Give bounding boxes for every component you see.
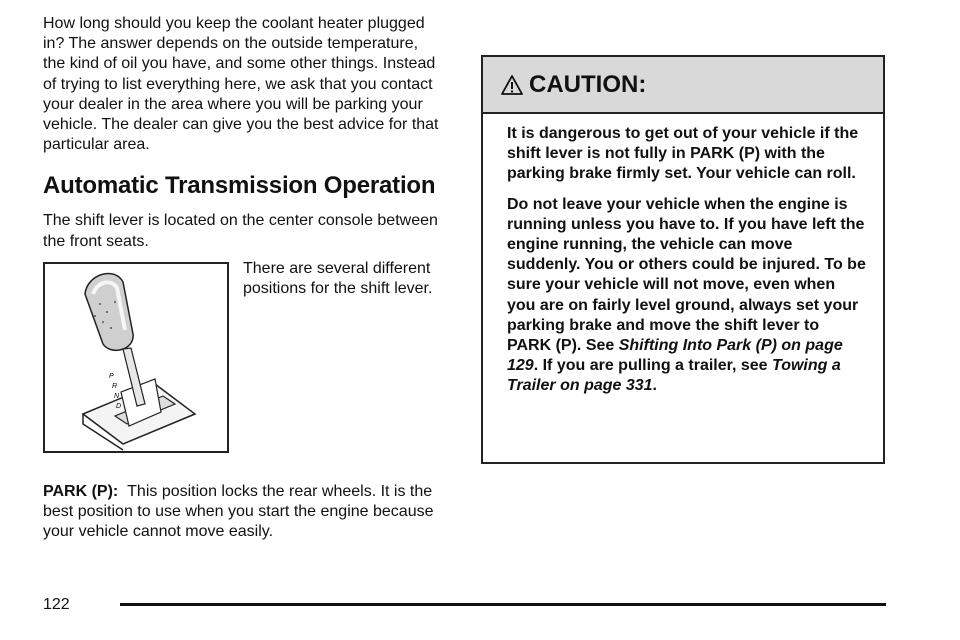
caution-title: CAUTION:	[529, 70, 647, 98]
caution-text-b: . If you are pulling a trailer, see	[533, 357, 773, 375]
caution-text-a: Do not leave your vehicle when the engine is running unless you have to. If you have left the engine running, the vehicle can move suddenly. You or others could be injured. To be sure your vehicle will not move, even when you are on fairly level ground, always set your parking brake and move the shift lever to PARK (P). See	[507, 195, 866, 355]
shift-lever-icon	[45, 264, 227, 451]
caution-box	[481, 55, 885, 464]
shift-lever-illustration	[43, 262, 229, 453]
park-label: PARK (P):	[43, 482, 119, 500]
caution-text-c: .	[652, 377, 657, 395]
section-heading: Automatic Transmission Operation	[43, 172, 436, 200]
shift-positions-text: There are several different positions for the shift lever.	[243, 259, 433, 298]
coolant-paragraph: How long should you keep the coolant heater plugged in? The answer depends on the outside temperature, the kind of oil you have, and some other things. Instead of trying to list everything here, we ask that you contact your dealer in the area where you will be parking your vehicle. The dealer can give you the best advice for that particular area.	[43, 15, 439, 154]
left-column	[43, 14, 443, 542]
gear-letter-r: R	[112, 382, 118, 390]
caution-body	[483, 114, 883, 397]
caution-paragraph-2	[507, 195, 867, 397]
figure-row	[43, 259, 443, 462]
caution-paragraph-1: It is dangerous to get out of your vehicle if the shift lever is not fully in PARK (P) with the parking brake firmly set. Your vehicle can roll.	[507, 125, 859, 183]
footer-rule	[120, 603, 886, 606]
warning-triangle-icon	[501, 74, 523, 96]
caution-header	[483, 57, 883, 114]
towing-trailer-link[interactable]: Towing a Trailer on page 331	[507, 357, 841, 395]
shift-lever-intro: The shift lever is located on the center console between the front seats.	[43, 212, 438, 250]
park-text: This position locks the rear wheels. It is the best position to use when you start the engine because your vehicle cannot move easily.	[43, 482, 434, 541]
gear-letter-n: N	[114, 392, 120, 400]
park-paragraph	[43, 482, 443, 543]
shifting-into-park-link[interactable]: Shifting Into Park (P) on page 129	[507, 337, 843, 375]
page-number: 122	[43, 596, 70, 613]
gear-letter-d: D	[116, 402, 122, 410]
gear-letter-p: P	[109, 372, 114, 380]
